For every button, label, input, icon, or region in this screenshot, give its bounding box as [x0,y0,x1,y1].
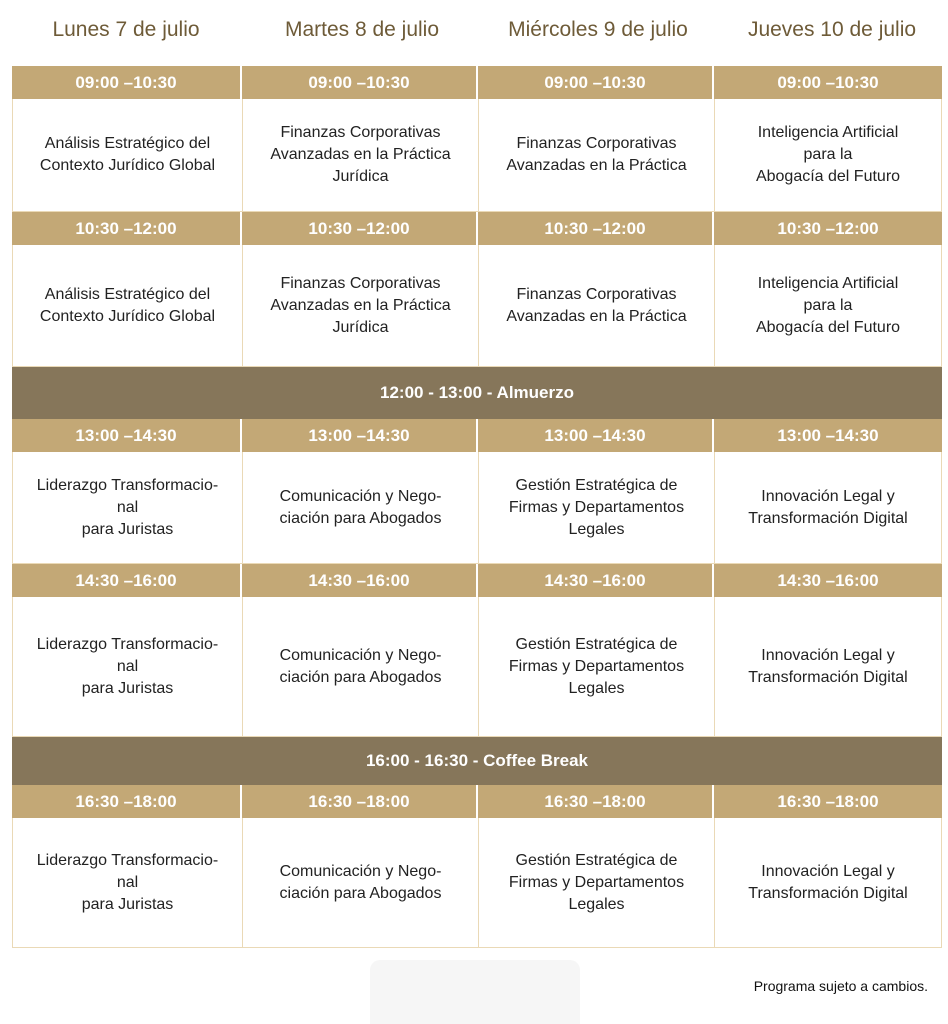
session-topic [478,818,714,948]
topic-row [12,818,942,948]
session-topic-text: Innovación Legal y Transformación Digital [748,487,908,527]
session-topic [478,597,714,737]
time-slot-label: 10:30 –12:00 [12,212,242,245]
session-topic [12,452,242,564]
session-topic [12,597,242,737]
session-topic-text: Gestión Estratégica de Firmas y Departamentos Legales [508,476,685,538]
session-topic [714,818,942,948]
session-topic-text: Finanzas Corporativas Avanzadas en la Práctica [506,135,687,174]
time-slot-label: 09:00 –10:30 [242,66,478,99]
time-slot-label: 09:00 –10:30 [478,66,714,99]
lunch-break-banner: 12:00 - 13:00 - Almuerzo [12,367,942,419]
session-topic-text: Liderazgo Transformacio- nal para Juristas [36,635,219,697]
session-topic [714,597,942,737]
schedule-table [12,66,942,948]
session-topic-text: Gestión Estratégica de Firmas y Departamentos Legales [508,635,685,697]
session-topic [242,597,478,737]
session-topic [478,452,714,564]
coffee-break-banner: 16:00 - 16:30 - Coffee Break [12,737,942,785]
session-topic [242,99,478,212]
time-slot-label: 14:30 –16:00 [714,564,942,597]
session-topic-text: Análisis Estratégico del Contexto Jurídico Global [39,135,216,174]
time-row [12,212,942,245]
session-topic [12,245,242,367]
time-slot-label: 14:30 –16:00 [242,564,478,597]
session-topic [12,99,242,212]
time-row [12,785,942,818]
footer-note: Programa sujeto a cambios. [753,978,928,994]
session-topic-text: Gestión Estratégica de Firmas y Departamentos Legales [508,851,685,913]
time-row [12,419,942,452]
time-slot-label: 13:00 –14:30 [242,419,478,452]
session-topic-text: Finanzas Corporativas Avanzadas en la Práctica Jurídica [270,274,451,336]
background-decoration [370,960,580,1024]
session-topic [714,245,942,367]
session-topic [478,245,714,367]
session-topic-text: Comunicación y Nego- ciación para Abogados [279,862,442,902]
topic-row [12,452,942,564]
session-topic-text: Inteligencia Artificial para la Abogacía del Futuro [755,124,901,185]
time-slot-label: 10:30 –12:00 [478,212,714,245]
session-topic-text: Finanzas Corporativas Avanzadas en la Práctica Jurídica [270,124,451,185]
time-slot-label: 10:30 –12:00 [242,212,478,245]
day-heading-wednesday: Miércoles 9 de julio [508,18,688,41]
day-heading-tuesday: Martes 8 de julio [284,18,440,41]
session-topic [242,245,478,367]
session-topic [478,99,714,212]
day-heading-monday: Lunes 7 de julio [52,18,200,41]
time-slot-label: 16:30 –18:00 [12,785,242,818]
session-topic-text: Liderazgo Transformacio- nal para Juristas [36,851,219,913]
session-topic-text: Innovación Legal y Transformación Digital [748,862,908,902]
time-slot-label: 16:30 –18:00 [714,785,942,818]
session-topic [242,818,478,948]
day-heading-thursday: Jueves 10 de julio [747,18,917,41]
time-slot-label: 13:00 –14:30 [714,419,942,452]
time-slot-label: 16:30 –18:00 [478,785,714,818]
session-topic-text: Liderazgo Transformacio- nal para Juristas [36,476,219,538]
time-slot-label: 14:30 –16:00 [12,564,242,597]
time-slot-label: 16:30 –18:00 [242,785,478,818]
topic-row [12,597,942,737]
time-slot-label: 14:30 –16:00 [478,564,714,597]
time-slot-label: 13:00 –14:30 [12,419,242,452]
session-topic [714,452,942,564]
session-topic [12,818,242,948]
time-slot-label: 13:00 –14:30 [478,419,714,452]
session-topic-text: Finanzas Corporativas Avanzadas en la Práctica [506,285,687,325]
time-slot-label: 09:00 –10:30 [12,66,242,99]
session-topic-text: Inteligencia Artificial para la Abogacía del Futuro [755,274,901,336]
topic-row [12,245,942,367]
time-row [12,564,942,597]
session-topic [714,99,942,212]
time-row [12,66,942,99]
day-headers [8,12,948,48]
session-topic-text: Innovación Legal y Transformación Digital [748,646,908,686]
time-slot-label: 10:30 –12:00 [714,212,942,245]
topic-row [12,99,942,212]
session-topic-text: Análisis Estratégico del Contexto Jurídico Global [39,285,216,325]
session-topic-text: Comunicación y Nego- ciación para Abogados [279,487,442,527]
time-slot-label: 09:00 –10:30 [714,66,942,99]
session-topic-text: Comunicación y Nego- ciación para Abogados [279,646,442,686]
session-topic [242,452,478,564]
